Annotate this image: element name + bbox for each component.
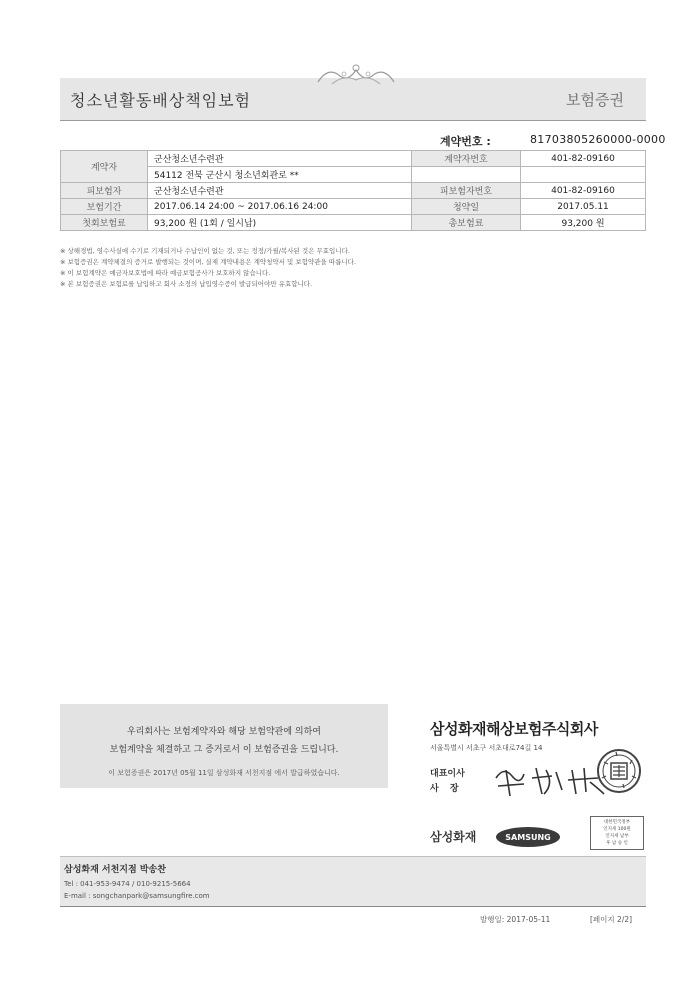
contractor-name: 군산청소년수련관 [148,151,412,167]
contractor-regno: 401-82-09160 [521,151,646,167]
representative-title: 대표이사 [430,769,465,779]
contract-number-label: 계약번호 : [440,135,491,148]
policy-info-table [60,150,646,231]
table-row [61,199,646,215]
stamp-duty-box [590,816,644,850]
insured-regno: 401-82-09160 [521,183,646,199]
cert-line: 인지세 납부 [605,834,629,839]
insured-label: 피보험자 [61,183,148,199]
brand-text: 삼성화재 [430,830,477,844]
note-item: ※ 보험증권은 계약체결의 증거로 발행되는 것이며, 실제 계약내용은 계약청약서 및 보험약관을 따릅니다. [60,258,357,266]
agent-phone: Tel : 041-953-9474 / 010-9215-5664 [64,880,191,888]
company-name: 삼성화재해상보험주식회사 [430,720,598,738]
samsung-logo-icon [495,826,561,848]
contract-number-value: 81703805260000-0000 [530,133,666,146]
document-title: 청소년활동배상책임보험 [70,91,252,110]
total-premium-label: 총보험료 [412,215,521,231]
issue-date: 발행일: 2017-05-11 [480,915,551,924]
statement-line-1: 우리회사는 보험계약자와 해당 보험약관에 의하여 [126,727,322,737]
table-row [61,151,646,167]
statement-line-2: 보험계약을 체결하고 그 증거로서 이 보험증권을 드립니다. [109,745,339,755]
cert-line: 대한민국정부 [603,820,631,825]
company-seal-icon [596,748,642,794]
contractor-address: 54112 전북 군산시 청소년회관로 ** [148,167,412,183]
note-item: ※ 이 보험계약은 예금자보호법에 따라 예금보험공사가 보호하지 않습니다. [60,269,271,277]
cert-line: 인지세 100원 [603,827,631,832]
total-premium-value: 93,200 원 [521,215,646,231]
insured-name: 군산청소년수련관 [148,183,412,199]
note-item: ※ 본 보험증권은 보험료를 납입하고 회사 소정의 납입영수증이 발급되어야만 유효합니다. [60,280,313,288]
agent-email: E-mail : songchanpark@samsungfire.com [64,892,210,900]
sign-date-label: 청약일 [412,199,521,215]
insured-regno-label: 피보험자번호 [412,183,521,199]
company-address: 서울특별시 서초구 서초대로74길 14 [430,744,543,752]
issue-statement: 이 보험증권은 2017년 05월 11일 삼성화재 서천지점 에서 발급하였습니다. [108,769,340,777]
contractor-regno-label: 계약자번호 [412,151,521,167]
contractor-label: 계약자 [61,151,148,183]
period-value: 2017.06.14 24:00 ~ 2017.06.16 24:00 [148,199,412,215]
sign-date-value: 2017.05.11 [521,199,646,215]
cert-line: 후 납 승 인 [606,841,628,846]
notes-list [60,246,660,290]
table-row [61,167,646,183]
table-row [61,215,646,231]
document-type: 보험증권 [566,91,624,109]
ornament-icon [314,62,398,88]
empty-cell [521,167,646,183]
empty-cell [412,167,521,183]
signature-icon [490,760,610,800]
period-label: 보험기간 [61,199,148,215]
divider [60,906,646,907]
first-premium-label: 첫회보험료 [61,215,148,231]
first-premium-value: 93,200 원 (1회 / 일시납) [148,215,412,231]
agent-name: 삼성화재 서천지점 박송찬 [64,865,166,875]
representative-role: 사 장 [430,784,463,794]
page-number: [페이지 2/2] [590,915,633,924]
svg-text:SAMSUNG: SAMSUNG [505,833,551,842]
note-item: ※ 상해경법, 영수사실에 수기로 기재되거나 수납인이 없는 것, 또는 정정/가필/복사된 것은 무효입니다. [60,247,350,255]
table-row [61,183,646,199]
